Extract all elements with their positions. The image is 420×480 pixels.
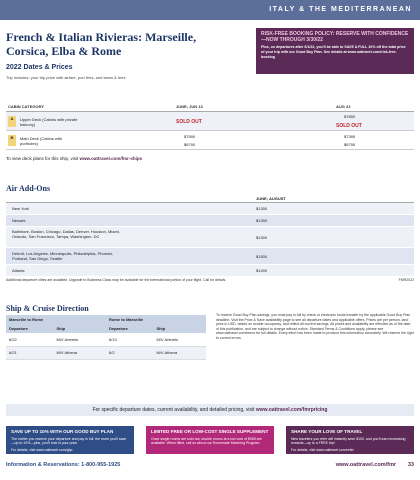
price: $7890 [344,114,356,119]
air-row: Baltimore, Boston, Chicago, Dallas, Denver, Houston, Miami, Orlando, San Francisco, Tampa, Washington, DC $1300 [6,227,414,248]
policy-body: Plus, on departures after 6/1/22, you'll be able to SAVE A FULL 10% off the total price of your trip with our Good Buy Plan. See details at www.oattravel.com/risk-free-booking [261,45,406,59]
page-title: French & Italian Rivieras: Marseille, Corsica, Elba & Rome [6,30,197,58]
air-row: New York $1300 [6,203,414,215]
group-marseille-rome: Marseille to Rome [6,315,106,324]
promo-refer: SHARE YOUR LOVE OF TRAVEL New travelers you refer will instantly save $100, and you'll earn increasing rewards—up to a FREE trip! For details, visit www.oattravel.com/refer [286,426,414,454]
cabin-code: B [8,135,16,146]
cabin-pricing-table [6,103,414,161]
page-subtitle: 2022 Dates & Prices [6,64,73,71]
cabin-name: Main Deck (Cabins with portholes) [20,136,63,146]
cabin-row [6,112,414,131]
promo-link[interactable]: For details, visit www.oattravel.com/gbp [11,447,73,452]
catalog-code: FMR2022 [398,278,414,282]
price: $7395 [344,134,356,139]
cabin-row [6,131,414,150]
col-date-1: JUNE; JUN 13 [176,104,203,109]
footer-url[interactable]: www.oattravel.com/fmr [335,462,396,468]
group-rome-marseille: Rome to Marseille [106,315,206,324]
cabin-code: A [8,116,16,127]
deck-plan-link[interactable]: www.oattravel.com/fmr-ships [79,156,143,161]
table-row: 6/22 M/V Artemis 6/13 M/V Artemis [6,333,206,346]
cabin-name: Upper Deck (Cabins with private balcony) [20,117,78,127]
price: $6795 [344,142,356,147]
air-addons-table [6,195,414,277]
table-row: 6/21 M/V Athena 6/2 M/V Athena [6,346,206,359]
policy-heading: RISK-FREE BOOKING POLICY: RESERVE WITH CONFIDENCE—NOW THROUGH 3/30/22 [261,31,409,43]
pricing-banner: For specific departure dates, current availability, and detailed pricing, visit www.oattravel.com/fmrpricing [6,404,414,416]
footer-phone[interactable]: Information & Reservations: 1-800-955-1925 [6,462,121,468]
promo-single-supplement: LIMITED FREE OR LOW-COST SINGLE SUPPLEMENT Once single rooms are sold out, double rooms at a low cost of $955 are available. When filled, call us about our Roommate Matching Program [146,426,274,454]
air-row: Detroit, Los Angeles, Minneapolis, Philadelphia, Phoenix, Portland, San Diego, Seattle $1500 [6,248,414,265]
air-heading: Air Add-Ons [6,184,51,193]
ship-direction-table: Marseille to Rome Rome to Marseille Departure Ship Departure Ship 6/22 M/V Artemis 6/13 M/V Artemis 6/21 M/V Athena 6/2 M/V Athena [6,315,206,360]
promo-good-buy: SAVE UP TO 10% WITH OUR GOOD BUY PLAN The earlier you reserve your departure and pay in full, the more you'll save—up to 10%—plus, you'll lock in your price For details, visit www.oattravel.com/gbp [6,426,134,454]
col-cabin-category: CABIN CATEGORY [8,104,44,109]
page-tagline: Trip includes: your trip price with airfare, port fees, and taxes & fees [6,75,126,80]
sold-out-label: SOLD OUT [336,123,362,129]
air-row: Atlanta $1400 [6,265,414,277]
air-col-header: JUNE; AUGUST [256,196,286,201]
air-row: Newark $1300 [6,215,414,227]
pricing-link[interactable]: www.oattravel.com/fmrpricing [255,407,328,413]
price: $6790 [184,142,196,147]
sold-out-label: SOLD OUT [176,119,202,125]
terms-text: To receive Good Buy Plan savings, you must pay in full by check or electronic funds transfer by the applicable Good Buy Plan deadline. Visit the Price & Save availability page to see all departure dates and applicable offers. Prices are per person, land price in USD, based on double occupancy, and reflect all current savings. All prices and availability are effective as of the date of this publication, and are subject to change without notice. Standard Terms & Conditions apply; please see www.oattravel.com/terms for full details. Every effort has been made to produce this information accurately. We reserve the right to correct errors. [216,313,414,340]
page-number: 33 [407,462,414,468]
deck-plan-note: To view deck plans for this ship, visit www.oattravel.com/fmr-ships [6,156,143,161]
col-date-2: AUG 22 [336,104,351,109]
direction-heading: Ship & Cruise Direction [6,304,89,313]
risk-free-policy-box [256,28,414,74]
promo-link[interactable]: For details, visit www.oattravel.com/refer [291,447,354,452]
band-label: ITALY & THE MEDITERRANEAN [269,6,412,13]
air-fineprint: Additional departure cities are available. Upgrade to Business Class may be available for the international portion of your flight. Call for details. [6,278,227,282]
section-band [0,0,420,20]
price: $7590 [184,134,196,139]
